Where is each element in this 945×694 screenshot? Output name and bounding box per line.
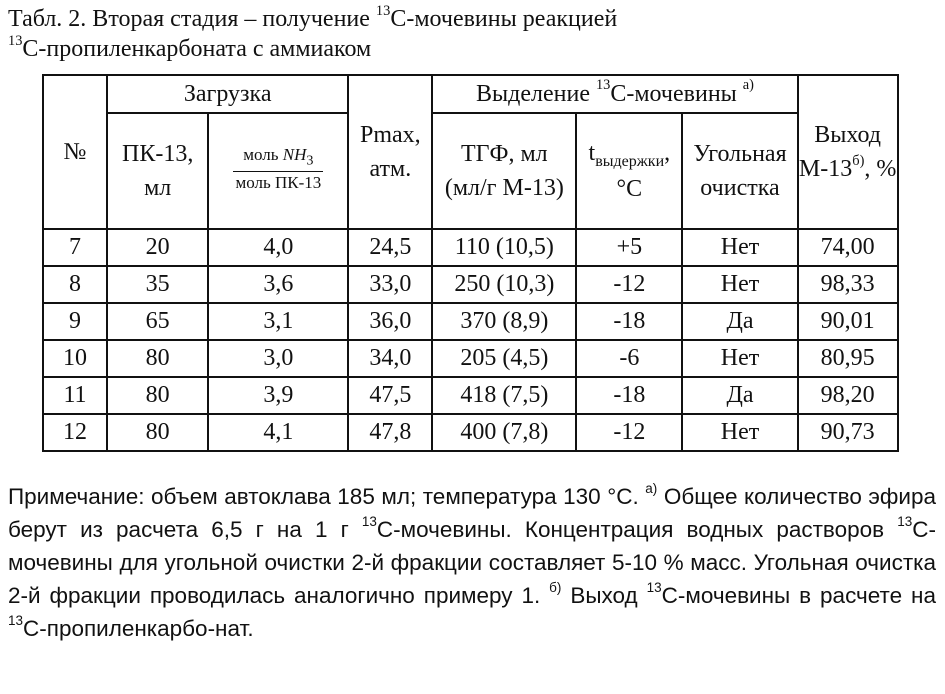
cell-vyhod: 98,33 — [798, 266, 898, 303]
table-row — [43, 340, 898, 377]
header-ugol-text: Угольная очистка — [693, 141, 787, 201]
header-vyhod — [798, 75, 898, 229]
cell-tgf: 250 (10,3) — [432, 266, 576, 303]
cell-pk: 20 — [107, 229, 208, 266]
cell-pk: 80 — [107, 377, 208, 414]
note-sup-13a: 13 — [361, 514, 377, 530]
cell-vyhod: 90,01 — [798, 303, 898, 340]
header-tgf-text: ТГФ, мл (мл/г М-13) — [444, 141, 564, 201]
cell-t: +5 — [576, 229, 682, 266]
note-part6: С-мочевины в расчете на — [661, 583, 936, 608]
cell-num: 11 — [43, 377, 107, 414]
cell-num: 9 — [43, 303, 107, 340]
header-t-sub: выдержки — [595, 152, 665, 170]
cell-pk: 35 — [107, 266, 208, 303]
cell-tgf: 418 (7,5) — [432, 377, 576, 414]
ratio-numerator — [233, 144, 323, 172]
caption-line1-sup: 13 — [375, 2, 391, 19]
caption-line2-text: С-пропиленкарбоната с аммиаком — [22, 36, 372, 62]
cell-t: -12 — [576, 414, 682, 451]
note-part2: Общее количество эфира берут из расчета 6,5 г на 1 г — [8, 484, 936, 542]
cell-tgf: 110 (10,5) — [432, 229, 576, 266]
ratio-num-formula: NH — [282, 144, 307, 164]
cell-ratio: 4,0 — [208, 229, 348, 266]
data-table-wrapper — [42, 74, 899, 452]
cell-ugol: Да — [682, 303, 797, 340]
cell-tgf: 400 (7,8) — [432, 414, 576, 451]
cell-ugol: Нет — [682, 414, 797, 451]
header-vyhod-unit: , % — [864, 156, 897, 182]
data-table — [42, 74, 899, 452]
header-num: № — [43, 75, 107, 229]
cell-pmax: 24,5 — [348, 229, 432, 266]
header-vydelenie-note: а) — [742, 77, 754, 94]
note-sup-13d: 13 — [8, 613, 24, 629]
cell-vyhod: 80,95 — [798, 340, 898, 377]
cell-pmax: 47,5 — [348, 377, 432, 414]
cell-ratio: 3,9 — [208, 377, 348, 414]
note-part7: С-пропиленкарбо-нат. — [23, 616, 254, 641]
ratio-denominator: моль ПК-13 — [235, 173, 322, 193]
cell-t: -18 — [576, 377, 682, 414]
caption-line1-suffix: С-мочевины реакцией — [390, 6, 618, 32]
cell-vyhod: 98,20 — [798, 377, 898, 414]
cell-pk: 80 — [107, 340, 208, 377]
header-vydelenie-suffix: С-мочевины — [610, 80, 737, 107]
cell-ratio: 3,0 — [208, 340, 348, 377]
cell-pk: 65 — [107, 303, 208, 340]
header-t-unit: , °С — [616, 140, 671, 202]
table-caption — [8, 4, 938, 64]
table-note — [8, 480, 936, 645]
table-row — [43, 266, 898, 303]
note-part3: С-мочевины. Концентрация водных растворов — [376, 517, 898, 542]
ratio-fraction — [233, 144, 323, 194]
ratio-num-sub: 3 — [306, 152, 314, 169]
cell-pmax: 33,0 — [348, 266, 432, 303]
cell-num: 8 — [43, 266, 107, 303]
cell-t: -18 — [576, 303, 682, 340]
header-pk13-text: ПК-13, мл — [122, 141, 194, 201]
cell-vyhod: 90,73 — [798, 414, 898, 451]
table-row — [43, 377, 898, 414]
header-pmax — [348, 75, 432, 229]
cell-tgf: 205 (4,5) — [432, 340, 576, 377]
note-sup-a: а) — [645, 481, 658, 497]
header-ugol — [682, 113, 797, 229]
header-vydelenie-sup: 13 — [595, 77, 611, 94]
cell-pmax: 47,8 — [348, 414, 432, 451]
cell-ugol: Да — [682, 377, 797, 414]
cell-vyhod: 74,00 — [798, 229, 898, 266]
cell-num: 12 — [43, 414, 107, 451]
caption-line2-sup: 13 — [8, 32, 23, 49]
cell-pk: 80 — [107, 414, 208, 451]
cell-ugol: Нет — [682, 229, 797, 266]
header-t — [576, 113, 682, 229]
ratio-num-prefix: моль — [243, 144, 283, 164]
cell-num: 10 — [43, 340, 107, 377]
note-sup-13c: 13 — [646, 580, 662, 596]
cell-t: -6 — [576, 340, 682, 377]
cell-ratio: 4,1 — [208, 414, 348, 451]
header-t-main: t — [588, 140, 596, 167]
cell-t: -12 — [576, 266, 682, 303]
header-zagruzka: Загрузка — [107, 75, 348, 113]
caption-line1-prefix: Табл. 2. Вторая стадия – получение — [8, 6, 376, 32]
header-tgf — [432, 113, 576, 229]
cell-pmax: 34,0 — [348, 340, 432, 377]
note-part4: С-мочевины для угольной очистки 2-й фракции составляет 5-10 % масс. Угольная очистка 2-й фракции проводилась аналогично примеру 1. — [8, 517, 936, 608]
header-ratio — [208, 113, 348, 229]
note-sup-b: б) — [549, 580, 562, 596]
cell-pmax: 36,0 — [348, 303, 432, 340]
note-part1: Примечание: объем автоклава 185 мл; температура 130 °С. — [8, 484, 646, 509]
note-sup-13b: 13 — [897, 514, 913, 530]
header-vyhod-text: Выход М-13 — [798, 122, 882, 182]
header-pk13 — [107, 113, 208, 229]
cell-ratio: 3,1 — [208, 303, 348, 340]
cell-num: 7 — [43, 229, 107, 266]
table-row — [43, 229, 898, 266]
header-pmax-text: Рmax, атм. — [360, 122, 421, 182]
header-vydelenie-prefix: Выделение — [476, 80, 596, 107]
cell-ugol: Нет — [682, 340, 797, 377]
header-vyhod-note: б) — [852, 152, 865, 169]
table-row — [43, 414, 898, 451]
cell-ratio: 3,6 — [208, 266, 348, 303]
cell-tgf: 370 (8,9) — [432, 303, 576, 340]
header-vydelenie — [432, 75, 797, 113]
cell-ugol: Нет — [682, 266, 797, 303]
table-row — [43, 303, 898, 340]
note-part5: Выход — [561, 583, 647, 608]
